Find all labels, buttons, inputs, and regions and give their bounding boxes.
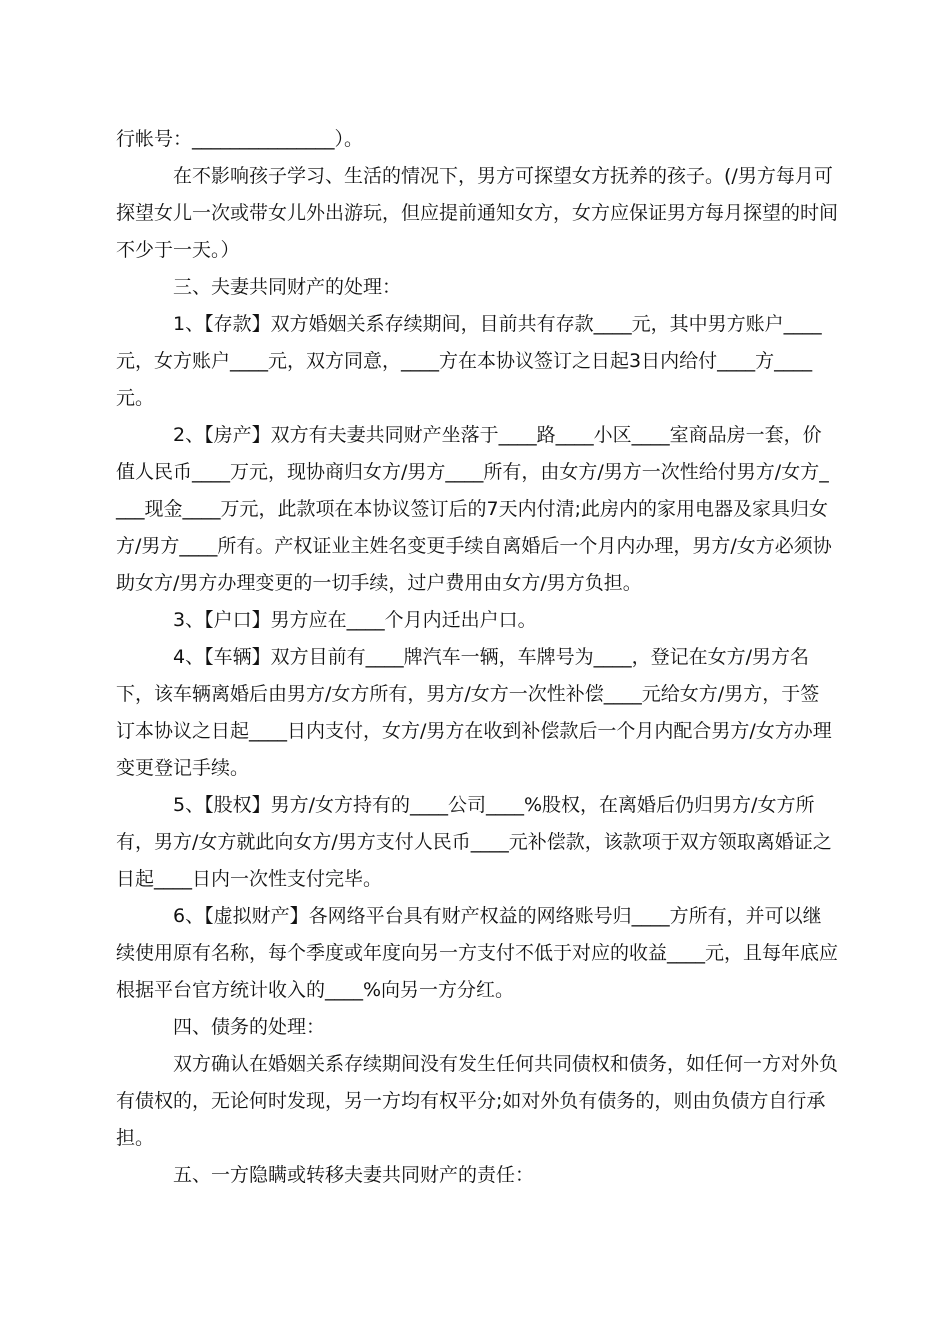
section-heading-property: 三、夫妻共同财产的处理： [173,276,402,298]
visitation-paragraph: 在不影响孩子学习、生活的情况下，男方可探望女方抚养的孩子。(/男方每月可探望女儿一次或带女儿外出游玩，但应提前通知女方，女方应保证男方每月探望的时间不少于一天。） [116,165,839,261]
bank-account-line: 行帐号：_______________）。 [116,128,364,150]
clause-vehicle: 4、【车辆】双方目前有____牌汽车一辆，车牌号为____，登记在女方/男方名下，该车辆离婚后由男方/女方所有，男方/女方一次性补偿____元给女方/男方，于签订本协议之日起____日内支付，女方/男方在收到补偿款后一个月内配合男方/女方办理变更登记手续。 [116,646,832,779]
clause-household-registration: 3、【户口】男方应在____个月内迁出户口。 [173,609,537,631]
clause-equity: 5、【股权】男方/女方持有的____公司____%股权，在离婚后仍归男方/女方所有，男方/女方就此向女方/男方支付人民币____元补偿款，该款项于双方领取离婚证之日起____日内一次性支付完毕。 [116,794,832,890]
clause-real-estate: 2、【房产】双方有夫妻共同财产坐落于____路____小区____室商品房一套，价值人民币____万元，现协商归女方/男方____所有，由女方/男方一次性给付男方/女方____现金____万元，此款项在本协议签订后的7天内付清;此房内的家用电器及家具归女方/男方____所有。产权证业主姓名变更手续自离婚后一个月内办理，男方/女方必须协助女方/男方办理变更的一切手续，过户费用由女方/男方负担。 [116,424,832,594]
debts-paragraph: 双方确认在婚姻关系存续期间没有发生任何共同债权和债务，如任何一方对外负有债权的，无论何时发现，另一方均有权平分;如对外负有债务的，则由负债方自行承担。 [116,1053,839,1149]
section-heading-debts: 四、债务的处理： [173,1016,326,1038]
clause-virtual-property: 6、【虚拟财产】各网络平台具有财产权益的网络账号归____方所有，并可以继续使用原有名称，每个季度或年度向另一方支付不低于对应的收益____元，且每年底应根据平台官方统计收入的____%向另一方分红。 [116,905,839,1001]
section-heading-concealment: 五、一方隐瞒或转移夫妻共同财产的责任： [173,1164,535,1186]
clause-deposits: 1、【存款】双方婚姻关系存续期间，目前共有存款____元，其中男方账户____元，女方账户____元，双方同意，____方在本协议签订之日起3日内给付____方____元。 [116,313,822,409]
